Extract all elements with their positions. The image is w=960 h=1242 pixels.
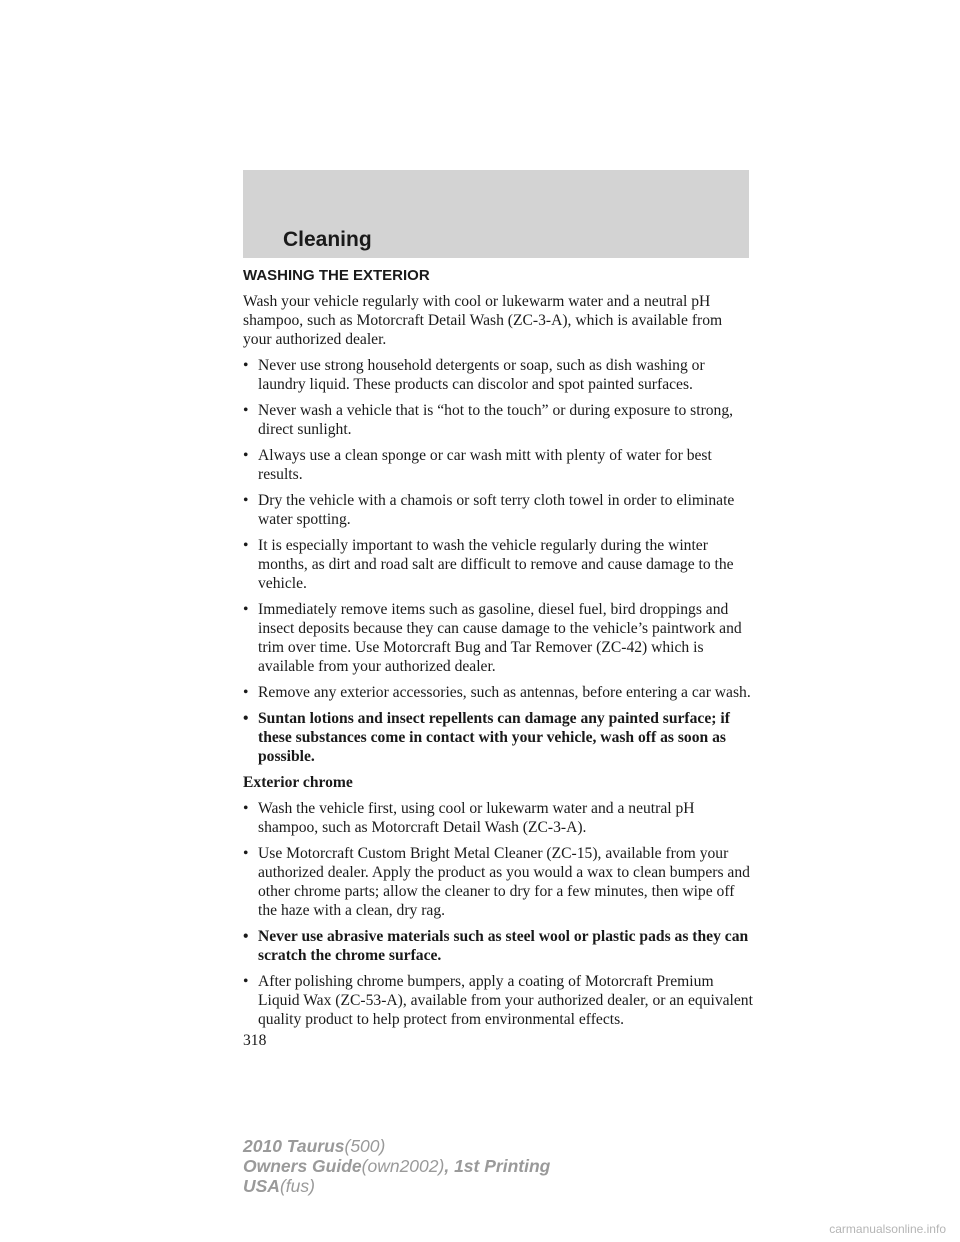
list-item: • Wash the vehicle first, using cool or lukewarm water and a neutral pH shampoo, such as Motorcraft Detail Wash (ZC-3-A).: [243, 800, 695, 836]
list-item: • After polishing chrome bumpers, apply a coating of Motorcraft Premium Liquid Wax (ZC-53-A), available from your authorized dealer, or an equivalent quality product to help protect from environmental effects.: [243, 973, 753, 1028]
bullet-icon: •: [243, 537, 249, 554]
document-footer: [243, 1136, 550, 1196]
list-item: • It is especially important to wash the vehicle regularly during the winter months, as dirt and road salt are difficult to remove and cause damage to the vehicle.: [243, 537, 734, 592]
bullet-icon: •: [243, 928, 249, 945]
bullet-icon: •: [243, 800, 249, 817]
bullet-icon: •: [243, 601, 249, 618]
list-item: • Never use strong household detergents or soap, such as dish washing or laundry liquid. These products can discolor and spot painted surfaces.: [243, 357, 705, 393]
bullet-icon: •: [243, 710, 249, 727]
list-item: • Always use a clean sponge or car wash mitt with plenty of water for best results.: [243, 447, 712, 483]
chrome-bullet-list: [243, 799, 753, 1029]
warning-list-item: • Suntan lotions and insect repellents can damage any painted surface; if these substances come in contact with your vehicle, wash off as soon as possible.: [243, 710, 730, 765]
exterior-chrome-heading: Exterior chrome: [243, 774, 353, 791]
bullet-icon: •: [243, 357, 249, 374]
list-item: • Use Motorcraft Custom Bright Metal Cleaner (ZC-15), available from your authorized dealer. Apply the product as you would a wax to clean bumpers and other chrome parts; allow the cleaner to dry for a few minutes, then wipe off the haze with a clean, dry rag.: [243, 845, 750, 919]
list-item: • Immediately remove items such as gasoline, diesel fuel, bird droppings and insect deposits because they can cause damage to the vehicle’s paintwork and trim over time. Use Motorcraft Bug and Tar Remover (ZC-42) which is available from your authorized dealer.: [243, 601, 742, 675]
section-header-band: [243, 170, 749, 258]
list-item: • Dry the vehicle with a chamois or soft terry cloth towel in order to eliminate water spotting.: [243, 492, 735, 528]
washing-bullet-list: [243, 356, 753, 766]
warning-list-item: • Never use abrasive materials such as steel wool or plastic pads as they can scratch the chrome surface.: [243, 928, 749, 964]
bullet-icon: •: [243, 684, 249, 701]
bullet-icon: •: [243, 492, 249, 509]
intro-paragraph: Wash your vehicle regularly with cool or lukewarm water and a neutral pH shampoo, such as Motorcraft Detail Wash (ZC-3-A), which is available from your authorized dealer.: [243, 293, 723, 348]
page-title: Cleaning: [283, 228, 372, 251]
footer-line-3: USA(fus): [243, 1176, 315, 1196]
bullet-icon: •: [243, 973, 249, 990]
list-item: • Never wash a vehicle that is “hot to the touch” or during exposure to strong, direct sunlight.: [243, 402, 734, 438]
footer-line-1: 2010 Taurus(500): [243, 1136, 386, 1156]
list-item: • Remove any exterior accessories, such as antennas, before entering a car wash.: [243, 684, 751, 701]
section-heading: WASHING THE EXTERIOR: [243, 267, 430, 284]
watermark: carmanualsonline.info: [829, 1222, 946, 1236]
bullet-icon: •: [243, 402, 249, 419]
bullet-icon: •: [243, 845, 249, 862]
page-number: 318: [243, 1032, 267, 1049]
bullet-icon: •: [243, 447, 249, 464]
page-content: [243, 266, 753, 1050]
footer-line-2: Owners Guide(own2002), 1st Printing: [243, 1156, 551, 1176]
